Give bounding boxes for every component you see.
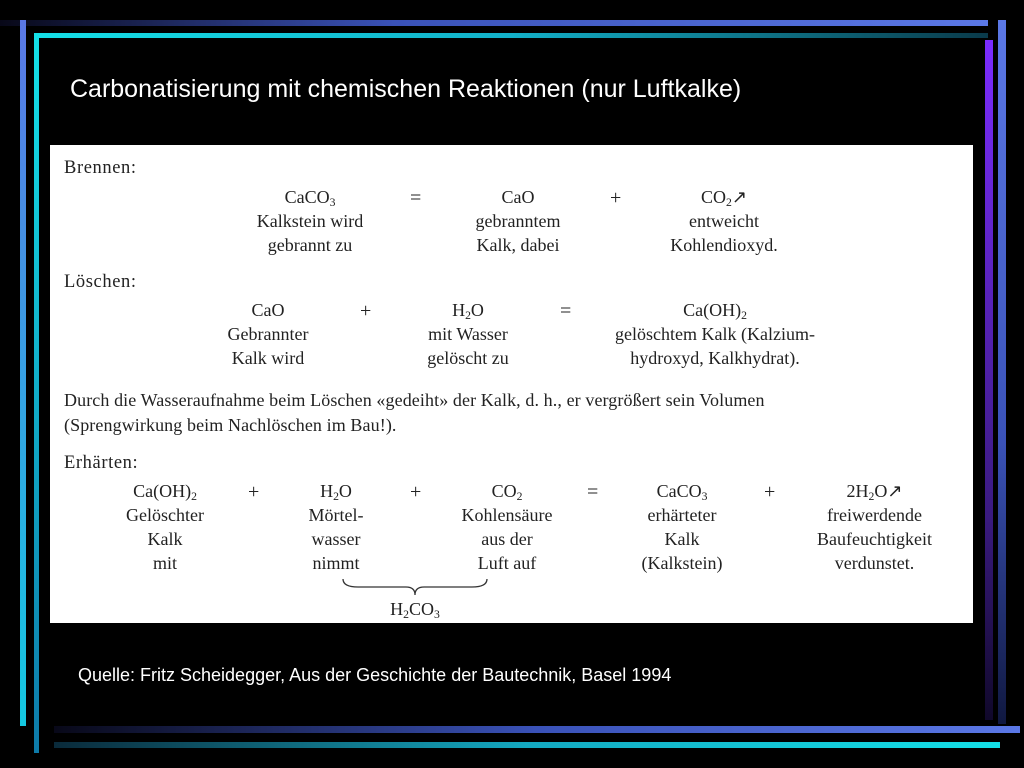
plus-sign: + xyxy=(764,481,776,503)
subscript: 2 xyxy=(333,489,339,503)
loeschen-caoh2 xyxy=(590,298,840,370)
erhaerten-h2o xyxy=(286,479,386,575)
frame-bar-left-cyan xyxy=(34,33,39,753)
formula: 2H xyxy=(846,481,869,501)
source-citation: Quelle: Fritz Scheidegger, Aus der Geschichte der Bautechnik, Basel 1994 xyxy=(78,665,672,685)
caption-line: entweicht xyxy=(689,211,759,231)
subscript: 2 xyxy=(191,489,197,503)
caption-line: Gebrannter xyxy=(227,324,309,344)
subscript: 2 xyxy=(726,195,732,209)
formula: H xyxy=(452,300,466,320)
subscript: 2 xyxy=(516,489,523,503)
frame-bar-top-cyan xyxy=(34,33,988,38)
slide-title: Carbonatisierung mit chemischen Reaktionen (nur Luftkalke) xyxy=(70,75,742,103)
formula: O xyxy=(470,300,484,320)
paragraph-line-1: Durch die Wasseraufnahme beim Löschen «gedeiht» der Kalk, d. h., er vergrößert sein Volumen xyxy=(64,390,765,410)
erhaerten-caco3 xyxy=(622,479,742,575)
arrow-up-right-icon: ↗ xyxy=(731,187,747,207)
formula: CaCO xyxy=(656,481,702,501)
subscript: 2 xyxy=(465,308,471,322)
frame-bar-bottom-cyan xyxy=(54,742,1000,748)
formula: CO xyxy=(408,599,434,619)
subscript: 3 xyxy=(329,195,336,209)
caption-line: mit Wasser xyxy=(428,324,508,344)
caption-line: Kohlendioxyd. xyxy=(670,235,778,255)
paragraph-line-2: (Sprengwirkung beim Nachlöschen im Bau!). xyxy=(64,415,397,435)
caption-line: Kalk xyxy=(147,529,183,549)
caption-line: aus der xyxy=(481,529,533,549)
caption-line: hydroxyd, Kalkhydrat). xyxy=(630,348,800,368)
caption-line: Luft auf xyxy=(477,553,537,573)
formula: CaO xyxy=(501,187,535,207)
plus-sign: + xyxy=(410,481,422,503)
caption-line: gebranntem xyxy=(475,211,561,231)
heading-loeschen: Löschen: xyxy=(64,272,137,292)
frame-bar-right-blue xyxy=(998,20,1006,724)
loeschen-cao xyxy=(198,298,338,370)
formula: H xyxy=(390,599,404,619)
formula: Ca(OH) xyxy=(683,300,742,320)
caption-line: Kohlensäure xyxy=(461,505,553,525)
brennen-caco3 xyxy=(230,185,390,257)
caption-line: nimmt xyxy=(312,553,360,573)
subscript: 2 xyxy=(741,308,747,322)
plus-sign: + xyxy=(248,481,260,503)
caption-line: gelöscht zu xyxy=(427,348,509,368)
arrow-up-right-icon: ↗ xyxy=(887,481,903,501)
h2co3-formula xyxy=(365,597,465,621)
caption-line: verdunstet. xyxy=(834,553,915,573)
caption-line: mit xyxy=(152,553,177,573)
caption-line: erhärteter xyxy=(647,505,717,525)
formula: CaCO xyxy=(284,187,330,207)
equals-sign: = xyxy=(560,300,572,322)
frame-bar-left-outer xyxy=(20,20,26,726)
brennen-co2 xyxy=(646,185,802,257)
formula: Ca(OH) xyxy=(133,481,192,501)
underbrace-icon xyxy=(340,577,490,599)
caption-line: gelöschtem Kalk (Kalzium- xyxy=(615,324,815,344)
scanned-reaction-figure xyxy=(50,145,973,623)
caption-line: Gelöschter xyxy=(126,505,204,525)
caption-line: Kalk wird xyxy=(231,348,305,368)
erhaerten-caoh2 xyxy=(100,479,230,575)
formula: O xyxy=(874,481,888,501)
caption-line: Kalkstein wird xyxy=(256,211,364,231)
equals-sign: = xyxy=(410,187,422,209)
erhaerten-co2 xyxy=(442,479,572,575)
equals-sign: = xyxy=(587,481,599,503)
caption-line: (Kalkstein) xyxy=(641,553,723,573)
caption-line: Kalk xyxy=(664,529,700,549)
caption-line: Mörtel- xyxy=(308,505,364,525)
caption-line: Kalk, dabei xyxy=(476,235,560,255)
subscript: 3 xyxy=(434,607,440,621)
heading-brennen: Brennen: xyxy=(64,158,137,178)
caption-line: wasser xyxy=(311,529,361,549)
caption-line: Baufeuchtigkeit xyxy=(817,529,932,549)
formula: H xyxy=(320,481,334,501)
frame-bar-bottom-blue xyxy=(54,726,1020,733)
formula: O xyxy=(338,481,352,501)
frame-bar-right-purple xyxy=(985,40,993,720)
heading-erhaerten: Erhärten: xyxy=(64,453,139,473)
plus-sign: + xyxy=(360,300,372,322)
subscript: 2 xyxy=(868,489,875,503)
brennen-cao xyxy=(448,185,588,257)
plus-sign: + xyxy=(610,187,622,209)
formula: CO xyxy=(491,481,517,501)
formula: CO xyxy=(701,187,727,207)
frame-bar-top-blue xyxy=(0,20,988,26)
loeschen-h2o xyxy=(398,298,538,370)
formula: CaO xyxy=(251,300,285,320)
subscript: 3 xyxy=(701,489,708,503)
caption-line: gebrannt zu xyxy=(267,235,353,255)
subscript: 2 xyxy=(403,607,409,621)
caption-line: freiwerdende xyxy=(827,505,922,525)
erhaerten-water xyxy=(792,479,957,575)
